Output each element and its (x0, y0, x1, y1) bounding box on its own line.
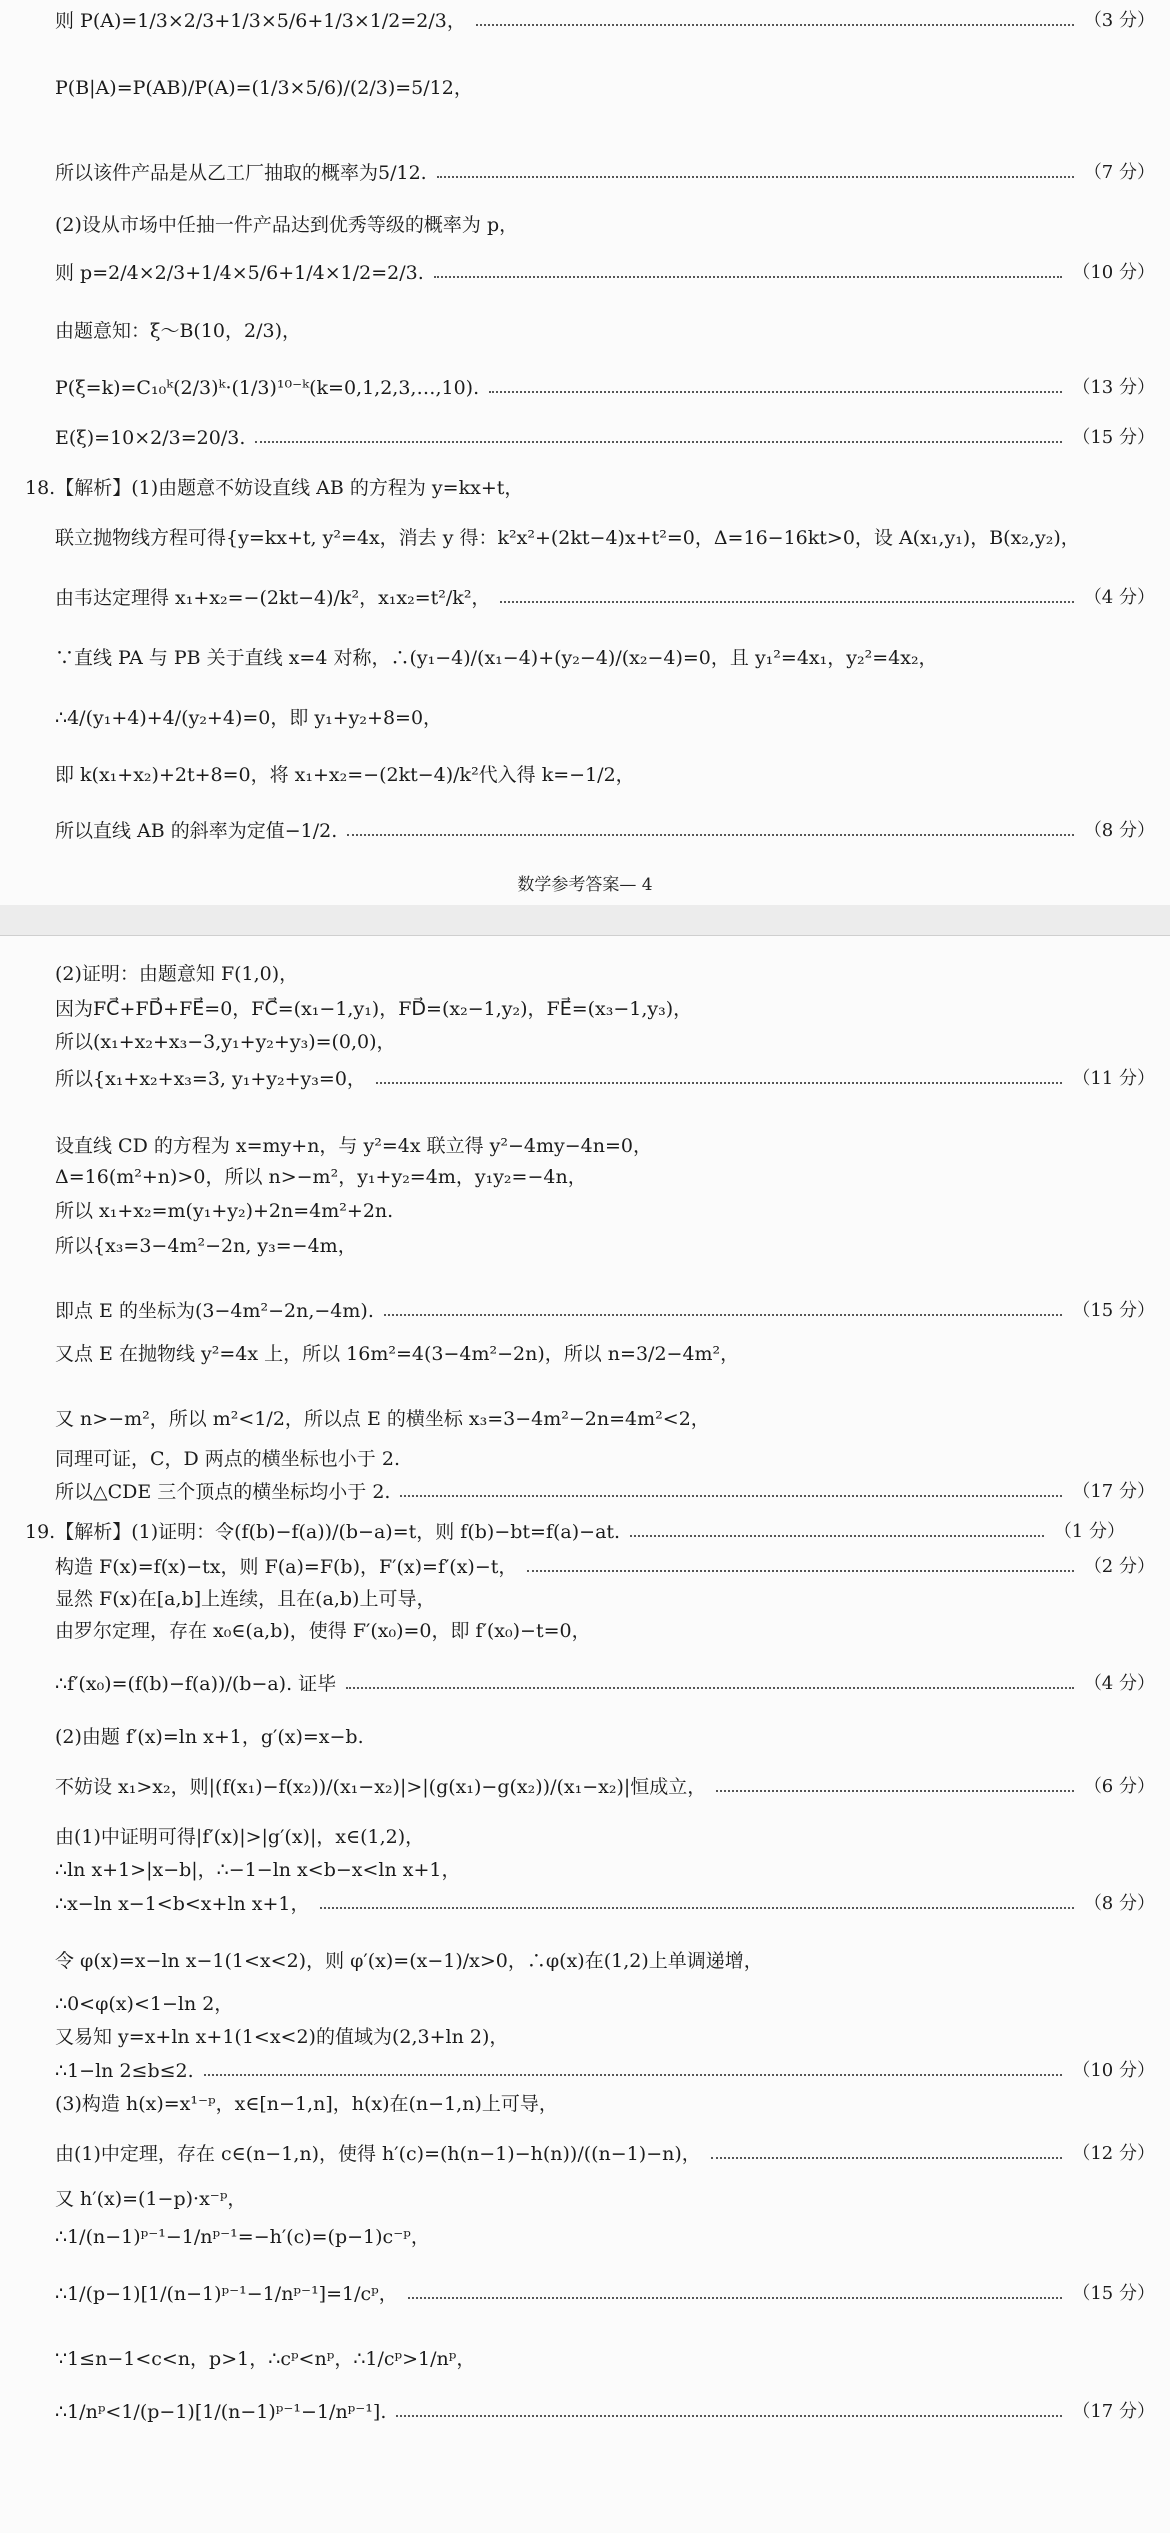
solution-line (55, 318, 1155, 344)
line-text: 所以{x₁+x₂+x₃=3, y₁+y₂+y₃=0， (55, 1068, 366, 1090)
line-text: 18.【解析】(1)由题意不妨设直线 AB 的方程为 y=kx+t， (25, 477, 524, 499)
solution-line (55, 2281, 1155, 2307)
score-label: （10 分） (1072, 262, 1155, 283)
solution-line (55, 1164, 1155, 1190)
dot-leader (255, 441, 1062, 443)
line-text: ∴f′(x₀)=(f(b)−f(a))/(b−a). 证毕 (55, 1673, 337, 1695)
dot-leader (346, 1687, 1074, 1689)
line-text: 所以△CDE 三个顶点的横坐标均小于 2. (55, 1481, 391, 1503)
score-label: （17 分） (1072, 1481, 1155, 1502)
solution-line (55, 1824, 1155, 1850)
score-label: （8 分） (1083, 820, 1155, 841)
line-text: ∴1/(n−1)ᵖ⁻¹−1/nᵖ⁻¹=−h′(c)=(p−1)c⁻ᵖ， (55, 2226, 430, 2248)
line-text: 由题意知：ξ～B(10，2/3)， (55, 320, 302, 342)
solution-line (55, 645, 1155, 671)
line-text: ∴ln x+1>|x−b|，∴−1−ln x<b−x<ln x+1， (55, 1859, 461, 1881)
solution-line (55, 525, 1155, 551)
line-text: 同理可证，C，D 两点的横坐标也小于 2. (55, 1448, 400, 1470)
solution-line (55, 212, 1155, 238)
line-text: 即 k(x₁+x₂)+2t+8=0，将 x₁+x₂=−(2kt−4)/k²代入得 k=−1/2， (55, 764, 635, 786)
line-text: ∴1/(p−1)[1/(n−1)ᵖ⁻¹−1/nᵖ⁻¹]=1/cᵖ， (55, 2283, 398, 2305)
line-text: 联立抛物线方程可得{y=kx+t, y²=4x，消去 y 得：k²x²+(2kt−4)x+t²=0，Δ=16−16kt>0，设 A(x₁,y₁)，B(x₂,y₂)， (55, 527, 1080, 549)
solution-line (55, 2058, 1155, 2084)
solution-line (55, 2186, 1155, 2212)
score-label: （13 分） (1072, 377, 1155, 398)
line-text: 所以直线 AB 的斜率为定值−1/2. (55, 820, 338, 842)
line-text: 则 P(A)=1/3×2/3+1/3×5/6+1/3×1/2=2/3， (55, 10, 466, 32)
solution-line (55, 2141, 1155, 2167)
line-text: 即点 E 的坐标为(3−4m²−2n,−4m). (55, 1300, 374, 1322)
answer-page-5 (0, 935, 1170, 2533)
line-text: 显然 F(x)在[a,b]上连续，且在(a,b)上可导， (55, 1588, 436, 1610)
solution-line (55, 585, 1155, 611)
score-label: （10 分） (1072, 2060, 1155, 2081)
solution-line (55, 1133, 1155, 1159)
solution-line (55, 1671, 1155, 1697)
line-text: (3)构造 h(x)=x¹⁻ᵖ，x∈[n−1,n]，h(x)在(n−1,n)上可导， (55, 2093, 558, 2115)
solution-line (55, 961, 1155, 987)
dot-leader (408, 2297, 1063, 2299)
solution-line (55, 1066, 1155, 1092)
solution-line (55, 75, 1155, 101)
dot-leader (400, 1495, 1062, 1497)
score-label: （17 分） (1072, 2401, 1155, 2422)
line-text: ∴4/(y₁+4)+4/(y₂+4)=0，即 y₁+y₂+8=0， (55, 707, 443, 729)
dot-leader (500, 601, 1073, 603)
dot-leader (489, 391, 1062, 393)
line-text: 又点 E 在抛物线 y²=4x 上，所以 16m²=4(3−4m²−2n)，所以 n=3/2−4m²， (55, 1343, 740, 1365)
score-label: （8 分） (1083, 1893, 1155, 1914)
dot-leader (396, 2415, 1062, 2417)
line-text: P(ξ=k)=C₁₀ᵏ(2/3)ᵏ·(1/3)¹⁰⁻ᵏ(k=0,1,2,3,…,10). (55, 377, 480, 399)
line-text: ∵1≤n−1<c<n，p>1，∴cᵖ<nᵖ，∴1/cᵖ>1/nᵖ， (55, 2348, 476, 2370)
score-label: （1 分） (1053, 1521, 1125, 1542)
solution-line (55, 1446, 1155, 1472)
solution-line (25, 1519, 1125, 1545)
line-text: 19.【解析】(1)证明：令(f(b)−f(a))/(b−a)=t，则 f(b)−bt=f(a)−at. (25, 1521, 621, 1543)
line-text: 由罗尔定理，存在 x₀∈(a,b)，使得 F′(x₀)=0，即 f′(x₀)−t=0， (55, 1620, 591, 1642)
dot-leader (384, 1314, 1063, 1316)
dot-leader (476, 24, 1074, 26)
score-label: （15 分） (1072, 1300, 1155, 1321)
line-text: E(ξ)=10×2/3=20/3. (55, 427, 246, 449)
score-label: （12 分） (1072, 2143, 1155, 2164)
score-label: （4 分） (1083, 587, 1155, 608)
score-label: （6 分） (1083, 1776, 1155, 1797)
solution-line (55, 1991, 1155, 2017)
solution-line (55, 260, 1155, 286)
solution-line (55, 1948, 1155, 1974)
line-text: 所以{x₃=3−4m²−2n, y₃=−4m， (55, 1235, 357, 1257)
line-text: 不妨设 x₁>x₂，则|(f(x₁)−f(x₂))/(x₁−x₂)|>|(g(x₁)−g(x₂))/(x₁−x₂)|恒成立， (55, 1776, 707, 1798)
line-text: (2)证明：由题意知 F(1,0)， (55, 963, 299, 985)
answer-page-4 (0, 0, 1170, 906)
line-text: 又 h′(x)=(1−p)·x⁻ᵖ， (55, 2188, 247, 2210)
line-text: P(B|A)=P(AB)/P(A)=(1/3×5/6)/(2/3)=5/12， (55, 77, 473, 99)
solution-line (55, 1618, 1155, 1644)
solution-line (55, 1341, 1155, 1367)
page-separator (0, 905, 1170, 935)
line-text: 由(1)中定理，存在 c∈(n−1,n)，使得 h′(c)=(h(n−1)−h(n))/((n−1)−n)， (55, 2143, 701, 2165)
line-text: 令 φ(x)=x−ln x−1(1<x<2)，则 φ′(x)=(x−1)/x>0，∴φ(x)在(1,2)上单调递增， (55, 1950, 763, 1972)
solution-line (55, 1406, 1155, 1432)
dot-leader (434, 276, 1063, 278)
dot-leader (376, 1082, 1062, 1084)
line-text: (2)设从市场中任抽一件产品达到优秀等级的概率为 p， (55, 214, 519, 236)
dot-leader (320, 1907, 1074, 1909)
solution-line (55, 1198, 1155, 1224)
line-text: 设直线 CD 的方程为 x=my+n，与 y²=4x 联立得 y²−4my−4n=0， (55, 1135, 652, 1157)
solution-line (55, 1724, 1155, 1750)
line-text: 所以该件产品是从乙工厂抽取的概率为5/12. (55, 162, 427, 184)
line-text: ∴1−ln 2≤b≤2. (55, 2060, 194, 2082)
score-label: （3 分） (1083, 10, 1155, 31)
solution-line (55, 160, 1155, 186)
solution-line (55, 1029, 1155, 1055)
solution-line (55, 818, 1155, 844)
solution-line (55, 1479, 1155, 1505)
solution-line (55, 1554, 1155, 1580)
line-text: 构造 F(x)=f(x)−tx，则 F(a)=F(b)，F′(x)=f′(x)−t， (55, 1556, 518, 1578)
line-text: 所以(x₁+x₂+x₃−3,y₁+y₂+y₃)=(0,0)， (55, 1031, 396, 1053)
solution-line (55, 425, 1155, 451)
solution-line (55, 705, 1155, 731)
score-label: （4 分） (1083, 1673, 1155, 1694)
score-label: （15 分） (1072, 427, 1155, 448)
solution-line (55, 2224, 1155, 2250)
line-text: 又 n>−m²，所以 m²<1/2，所以点 E 的横坐标 x₃=3−4m²−2n=4m²<2， (55, 1408, 710, 1430)
line-text: ∴x−ln x−1<b<x+ln x+1， (55, 1893, 310, 1915)
dot-leader (204, 2074, 1063, 2076)
solution-line (55, 375, 1155, 401)
dot-leader (437, 176, 1074, 178)
line-text: 所以 x₁+x₂=m(y₁+y₂)+2n=4m²+2n. (55, 1200, 394, 1222)
dot-leader (711, 2157, 1063, 2159)
line-text: ∵直线 PA 与 PB 关于直线 x=4 对称，∴(y₁−4)/(x₁−4)+(y₂−4)/(x₂−4)=0，且 y₁²=4x₁，y₂²=4x₂， (55, 647, 938, 669)
line-text: 因为FC⃗+FD⃗+FE⃗=0，FC⃗=(x₁−1,y₁)，FD⃗=(x₂−1,y₂)，FE⃗=(x₃−1,y₃)， (55, 998, 693, 1020)
line-text: Δ=16(m²+n)>0，所以 n>−m²，y₁+y₂=4m，y₁y₂=−4n， (55, 1166, 587, 1188)
line-text: ∴0<φ(x)<1−ln 2， (55, 1993, 234, 2015)
solution-line (55, 1774, 1155, 1800)
solution-line (55, 762, 1155, 788)
solution-line (55, 1857, 1155, 1883)
solution-line (55, 8, 1155, 34)
solution-line (55, 1891, 1155, 1917)
solution-line (55, 1298, 1155, 1324)
line-text: 则 p=2/4×2/3+1/4×5/6+1/4×1/2=2/3. (55, 262, 424, 284)
solution-line (55, 2346, 1155, 2372)
line-text: 由韦达定理得 x₁+x₂=−(2kt−4)/k²，x₁x₂=t²/k²， (55, 587, 491, 609)
score-label: （11 分） (1072, 1068, 1155, 1089)
dot-leader (630, 1535, 1044, 1537)
solution-line (55, 2024, 1155, 2050)
line-text: ∴1/nᵖ<1/(p−1)[1/(n−1)ᵖ⁻¹−1/nᵖ⁻¹]. (55, 2401, 387, 2423)
dot-leader (716, 1790, 1074, 1792)
solution-line (55, 1233, 1155, 1259)
solution-line (55, 1586, 1155, 1612)
dot-leader (527, 1570, 1073, 1572)
line-text: 由(1)中证明可得|f′(x)|>|g′(x)|，x∈(1,2)， (55, 1826, 425, 1848)
line-text: (2)由题 f′(x)=ln x+1，g′(x)=x−b. (55, 1726, 364, 1748)
page-footer: 数学参考答案— 4 (517, 875, 653, 895)
line-text: 又易知 y=x+ln x+1(1<x<2)的值域为(2,3+ln 2)， (55, 2026, 509, 2048)
dot-leader (347, 834, 1074, 836)
score-label: （7 分） (1083, 162, 1155, 183)
solution-line (55, 996, 1155, 1022)
score-label: （15 分） (1072, 2283, 1155, 2304)
score-label: （2 分） (1083, 1556, 1155, 1577)
solution-line (55, 2091, 1155, 2117)
solution-line (25, 475, 1125, 501)
solution-line (55, 2399, 1155, 2425)
